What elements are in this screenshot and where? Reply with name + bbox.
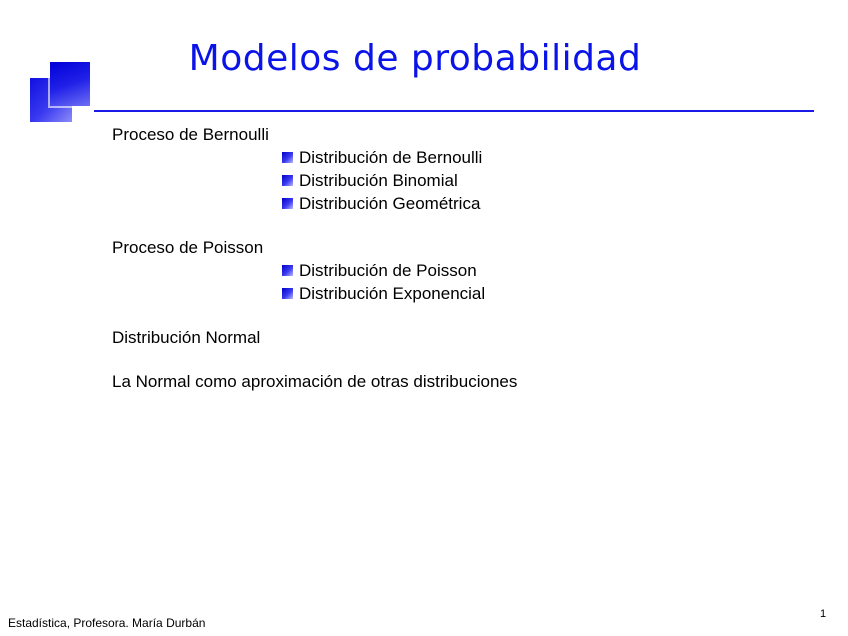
list-item: [282, 282, 812, 305]
list-item: [282, 169, 812, 192]
section-normal-approximation: [112, 371, 812, 393]
list-item-label: Distribución Exponencial: [299, 283, 486, 303]
section-normal: [112, 327, 812, 349]
list-item-label: Distribución de Bernoulli: [299, 147, 483, 167]
square-bullet-icon: [282, 152, 293, 163]
section-heading: Distribución Normal: [112, 328, 261, 347]
section-heading: Proceso de Bernoulli: [112, 125, 269, 144]
logo-square-front: [50, 62, 90, 106]
list-item-label: Distribución Binomial: [299, 170, 458, 190]
list-item: [282, 192, 812, 215]
section-poisson: [112, 237, 812, 305]
square-bullet-icon: [282, 288, 293, 299]
title-divider: [94, 110, 814, 112]
list-item-label: Distribución de Poisson: [299, 260, 477, 280]
square-bullet-icon: [282, 265, 293, 276]
sub-list: [112, 146, 812, 215]
list-item: [282, 146, 812, 169]
blue-squares-icon: [30, 62, 94, 124]
section-heading: La Normal como aproximación de otras distribuciones: [112, 372, 518, 391]
slide-content: [112, 124, 812, 393]
section-heading: Proceso de Poisson: [112, 238, 264, 257]
slide-title: Modelos de probabilidad: [188, 38, 642, 79]
footer-credit: Estadística, Profesora. María Durbán: [8, 616, 206, 630]
sub-list: [112, 259, 812, 305]
square-bullet-icon: [282, 198, 293, 209]
page-number: 1: [820, 608, 827, 620]
list-item-label: Distribución Geométrica: [299, 193, 481, 213]
section-bernoulli: [112, 124, 812, 215]
list-item: [282, 259, 812, 282]
square-bullet-icon: [282, 175, 293, 186]
